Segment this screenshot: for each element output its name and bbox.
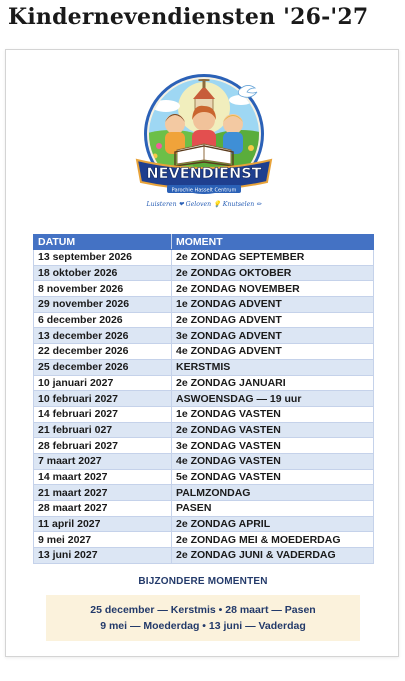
table-row: [34, 312, 374, 328]
logo-title: NEVENDIENST: [146, 166, 262, 182]
date-cell: 6 december 2026: [34, 312, 172, 328]
table-row: [34, 250, 374, 266]
moment-cell: 2e ZONDAG VASTEN: [172, 422, 374, 438]
table-row: [34, 548, 374, 564]
table-row: [34, 281, 374, 297]
moment-cell: KERSTMIS: [172, 359, 374, 375]
moment-cell: 2e ZONDAG JUNI & VADERDAG: [172, 548, 374, 564]
moment-cell: 1e ZONDAG ADVENT: [172, 297, 374, 313]
schedule-table: [33, 234, 374, 564]
nevendienst-logo-icon: [131, 68, 277, 214]
date-cell: 28 februari 2027: [34, 438, 172, 454]
date-cell: 13 december 2026: [34, 328, 172, 344]
moment-cell: PASEN: [172, 501, 374, 517]
document-page: [5, 49, 399, 657]
date-cell: 25 december 2026: [34, 359, 172, 375]
table-row: [34, 532, 374, 548]
moment-cell: 2e ZONDAG MEI & MOEDERDAG: [172, 532, 374, 548]
table-row: [34, 375, 374, 391]
table-row: [34, 391, 374, 407]
table-header-row: [34, 235, 374, 250]
moment-cell: 3e ZONDAG ADVENT: [172, 328, 374, 344]
table-row: [34, 485, 374, 501]
moment-cell: 2e ZONDAG OKTOBER: [172, 265, 374, 281]
table-row: [34, 501, 374, 517]
moment-cell: 2e ZONDAG SEPTEMBER: [172, 250, 374, 266]
moment-cell: 1e ZONDAG VASTEN: [172, 406, 374, 422]
schedule-body: [34, 250, 374, 564]
moment-cell: PALMZONDAG: [172, 485, 374, 501]
table-row: [34, 516, 374, 532]
moment-cell: 5e ZONDAG VASTEN: [172, 469, 374, 485]
date-cell: 21 maart 2027: [34, 485, 172, 501]
moment-cell: 3e ZONDAG VASTEN: [172, 438, 374, 454]
moment-cell: 2e ZONDAG NOVEMBER: [172, 281, 374, 297]
date-cell: 13 september 2026: [34, 250, 172, 266]
column-header-date: DATUM: [34, 235, 172, 250]
date-cell: 7 maart 2027: [34, 453, 172, 469]
date-cell: 28 maart 2027: [34, 501, 172, 517]
logo-motto: Luisteren ❤ Geloven 💡 Knutselen ✏: [146, 201, 262, 208]
table-row: [34, 438, 374, 454]
table-row: [34, 469, 374, 485]
date-cell: 10 februari 2027: [34, 391, 172, 407]
date-cell: 9 mei 2027: [34, 532, 172, 548]
date-cell: 29 november 2026: [34, 297, 172, 313]
logo-subtitle: Parochie Hasselt Centrum: [171, 187, 237, 194]
date-cell: 8 november 2026: [34, 281, 172, 297]
table-row: [34, 297, 374, 313]
moment-cell: 2e ZONDAG APRIL: [172, 516, 374, 532]
moment-cell: 2e ZONDAG ADVENT: [172, 312, 374, 328]
date-cell: 14 februari 2027: [34, 406, 172, 422]
moment-cell: 4e ZONDAG VASTEN: [172, 453, 374, 469]
moment-cell: 2e ZONDAG JANUARI: [172, 375, 374, 391]
date-cell: 22 december 2026: [34, 344, 172, 360]
date-cell: 18 oktober 2026: [34, 265, 172, 281]
date-cell: 13 juni 2027: [34, 548, 172, 564]
special-moments-line: 25 december — Kerstmis • 28 maart — Pasen: [90, 604, 316, 616]
moment-cell: ASWOENSDAG — 19 uur: [172, 391, 374, 407]
moment-cell: 4e ZONDAG ADVENT: [172, 344, 374, 360]
table-row: [34, 265, 374, 281]
column-header-moment: MOMENT: [172, 235, 374, 250]
table-row: [34, 406, 374, 422]
table-row: [34, 359, 374, 375]
table-row: [34, 453, 374, 469]
table-row: [34, 422, 374, 438]
table-row: [34, 328, 374, 344]
special-moments-line: 9 mei — Moederdag • 13 juni — Vaderdag: [100, 620, 306, 632]
special-moments-box: [46, 595, 360, 641]
date-cell: 21 februari 027: [34, 422, 172, 438]
date-cell: 14 maart 2027: [34, 469, 172, 485]
table-row: [34, 344, 374, 360]
special-moments-title: BIJZONDERE MOMENTEN: [138, 576, 268, 587]
page-title: Kindernevendiensten '26-'27: [8, 4, 369, 30]
date-cell: 10 januari 2027: [34, 375, 172, 391]
date-cell: 11 april 2027: [34, 516, 172, 532]
